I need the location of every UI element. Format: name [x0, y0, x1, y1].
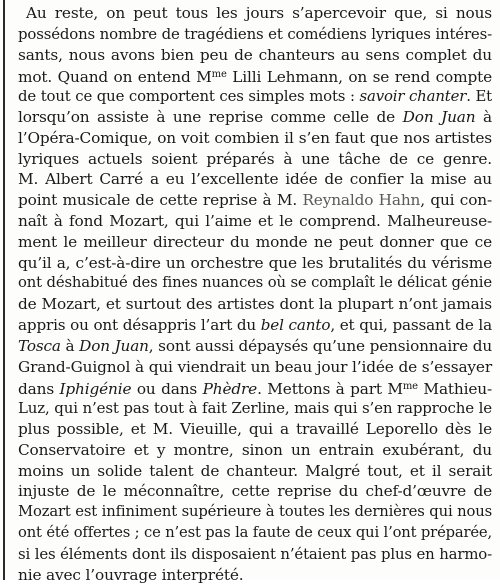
text-line: [18, 169, 492, 190]
text-line: [18, 502, 492, 523]
text-line: [18, 481, 492, 502]
text-line: [18, 398, 492, 419]
text-line: [18, 377, 492, 398]
italic-title: Don Juan: [402, 107, 476, 126]
text-line: [18, 24, 492, 45]
text-segment: . Et: [466, 87, 492, 106]
text-line: [18, 232, 492, 253]
text-segment: . Mettons à part M: [257, 380, 403, 399]
text-segment: appris ou ont désappris l’art du: [18, 315, 261, 334]
text-segment: lorsqu’on assiste à une reprise comme celle de: [18, 107, 403, 126]
text-line: [18, 357, 492, 378]
text-line: [18, 419, 492, 440]
text-line: [18, 440, 492, 461]
text-segment: nie avec l’ouvrage interprété.: [18, 565, 244, 584]
person-name: Reynaldo Hahn: [302, 191, 421, 210]
text-segment: qu’il a, c’est-à-dire un orchestre que les brutalités du vérisme: [18, 253, 492, 272]
italic-title: Iphigénie: [59, 380, 132, 399]
article-paragraph: [18, 3, 492, 585]
italic-title: bel canto: [260, 315, 331, 334]
text-segment: de tout ce que comportent ces simples mots :: [18, 87, 360, 106]
italic-title: savoir chanter: [359, 87, 467, 106]
page-edge-rule: [3, 0, 5, 580]
text-segment: ment le meilleur directeur du monde ne peut donner que ce: [18, 232, 492, 251]
text-segment: mot. Quand on entend M: [18, 68, 212, 87]
italic-title: Tosca: [18, 336, 61, 355]
text-line: [18, 315, 492, 336]
superscript: me: [402, 381, 418, 393]
text-segment: Au reste, on peut tous les jours s’apercevoir que, si nous: [26, 4, 492, 22]
text-line: [18, 45, 492, 66]
text-segment: à: [475, 107, 492, 126]
text-segment: possédons nombre de tragédiens et comédiens lyriques intéres-: [18, 24, 492, 43]
text-line: [18, 461, 492, 482]
text-segment: M. Albert Carré a eu l’excellente idée de confier la mise au: [18, 170, 492, 189]
text-segment: Mozart est infiniment supérieure à toutes les dernières qui nous: [18, 503, 492, 521]
text-segment: lyriques actuels soient préparés à une tâche de ce genre.: [18, 149, 492, 168]
text-line: [18, 544, 492, 565]
text-line: [18, 294, 492, 315]
superscript: me: [211, 69, 227, 81]
text-line: [18, 523, 492, 544]
text-segment: Conservatoire et y montre, sinon un entrain exubérant, du: [18, 440, 492, 459]
text-line: [18, 190, 492, 211]
text-segment: naît à fond Mozart, qui l’aime et le comprend. Malheureuse-: [18, 211, 492, 230]
text-segment: sants, nous avons bien peu de chanteurs au sens complet du: [18, 45, 492, 64]
text-segment: , et qui, passant de la: [330, 315, 492, 334]
text-segment: ont déshabitué des fines nuances où se complaît le délicat génie: [18, 274, 492, 292]
text-line: [18, 3, 492, 24]
italic-title: Don Juan: [79, 336, 149, 355]
text-segment: ont été offertes ; ce n’est pas la faute de ceux qui l’ont préparée,: [18, 523, 492, 541]
text-line: [18, 211, 492, 232]
text-segment: , qui con-: [420, 191, 492, 210]
text-line: [18, 273, 492, 294]
text-line: [18, 149, 492, 170]
italic-title: Phèdre: [202, 380, 258, 399]
text-line: [18, 253, 492, 274]
text-segment: l’Opéra-Comique, on voit combien il s’en faut que nos artistes: [18, 128, 492, 147]
text-segment: injuste de le méconnaître, cette reprise du chef-d’œuvre de: [18, 482, 492, 501]
text-line: [18, 565, 492, 585]
text-segment: de Mozart, et surtout des artistes dont la plupart n’ont jamais: [18, 295, 492, 314]
text-line: [18, 128, 492, 149]
text-segment: Grand-Guignol à qui viendrait un beau jour l’idée de s’essayer: [18, 357, 492, 376]
text-segment: Lilli Lehmann, on se rend compte: [226, 68, 492, 87]
text-segment: Luz, qui n’est pas tout à fait Zerline, mais qui s’en rapproche le: [18, 399, 492, 418]
text-segment: Mathieu-: [417, 380, 492, 399]
text-line: [18, 65, 492, 86]
text-line: [18, 336, 492, 357]
text-segment: moins un solide talent de chanteur. Malgré tout, et il serait: [18, 461, 492, 480]
text-segment: , sont aussi dépaysés qu’une pensionnaire du: [148, 336, 492, 355]
text-line: [18, 86, 492, 107]
text-segment: ou dans: [131, 380, 203, 399]
text-segment: point musicale de cette reprise à M.: [18, 191, 303, 210]
text-line: [18, 107, 492, 128]
text-segment: à: [60, 336, 80, 355]
text-segment: dans: [18, 380, 60, 399]
text-segment: si les éléments dont ils disposaient n’étaient pas plus en harmo-: [18, 544, 492, 563]
text-segment: plus possible, et M. Vieuille, qui a travaillé Leporello dès le: [18, 419, 492, 438]
